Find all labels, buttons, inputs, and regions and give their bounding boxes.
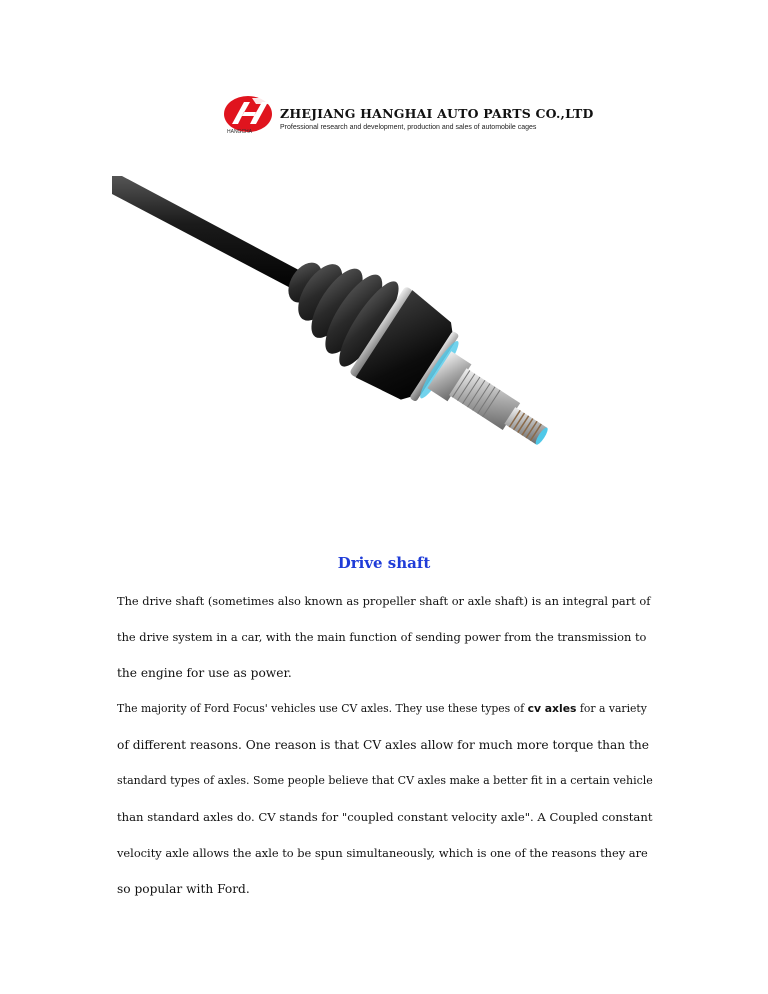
drive-shaft-image: [112, 172, 552, 452]
paragraph-line: the drive system in a car, with the main function of sending power from the transmission to: [117, 630, 647, 644]
company-name: ZHEJIANG HANGHAI AUTO PARTS CO.,LTD: [280, 106, 594, 121]
company-tagline: Professional research and development, production and sales of automobile cages: [280, 124, 537, 131]
company-header: [222, 94, 594, 140]
logo-text: HANGCHA: [227, 129, 253, 135]
paragraph-line: the engine for use as power.: [117, 666, 292, 680]
paragraph-line: of different reasons. One reason is that CV axles allow for much more torque than the: [117, 738, 649, 752]
paragraph-line: standard types of axles. Some people believe that CV axles make a better fit in a certain vehicle: [117, 774, 653, 787]
keyword-bold: cv axles: [527, 702, 577, 715]
paragraph-line: The drive shaft (sometimes also known as propeller shaft or axle shaft) is an integral part of: [117, 594, 651, 608]
text-span: The majority of Ford Focus' vehicles use CV axles. They use these types of: [117, 702, 528, 715]
paragraph-line: than standard axles do. CV stands for "coupled constant velocity axle". A Coupled constant: [117, 810, 653, 824]
paragraph-line: so popular with Ford.: [117, 882, 250, 896]
paragraph-line: [117, 702, 647, 715]
text-span: for a variety: [576, 702, 647, 715]
paragraph-line: velocity axle allows the axle to be spun simultaneously, which is one of the reasons they are: [117, 846, 648, 860]
article-title: Drive shaft: [337, 554, 431, 572]
